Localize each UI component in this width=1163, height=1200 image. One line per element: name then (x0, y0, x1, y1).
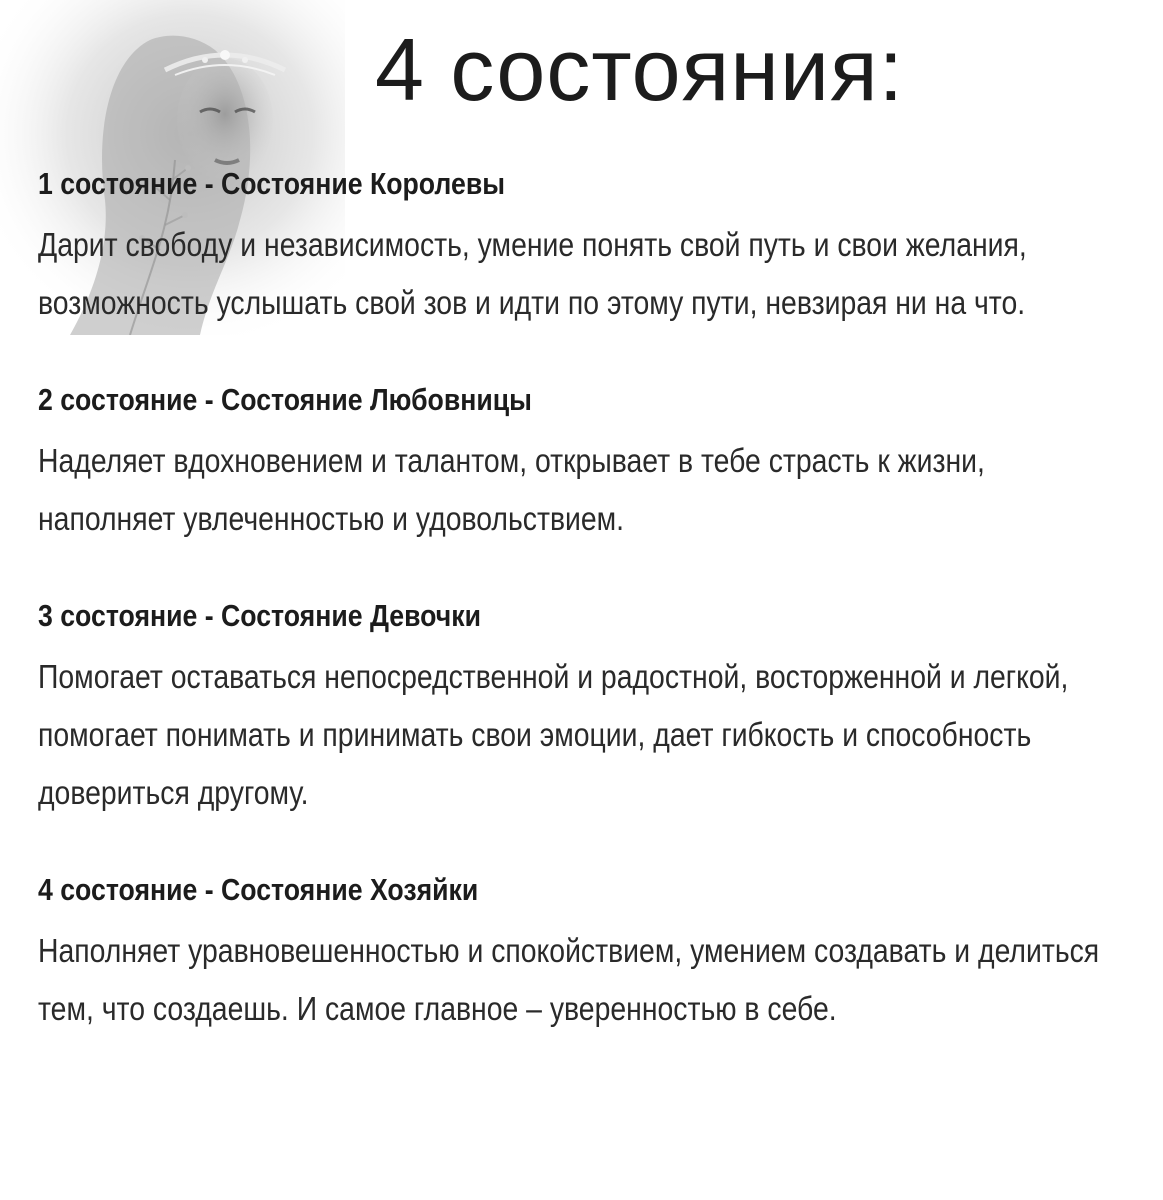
state-item-queen (38, 162, 1138, 332)
state-description: Наделяет вдохновением и талантом, открывает в тебе страсть к жизни, наполняет увлеченностью и удовольствием. (38, 442, 985, 537)
state-heading: 1 состояние - Состояние Королевы (38, 166, 505, 201)
state-description: Наполняет уравновешенностью и спокойствием, умением создавать и делиться тем, что создаешь. И самое главное – уверенностью в себе. (38, 932, 1100, 1027)
states-list (38, 162, 1138, 1084)
page-title: 4 состояния: (375, 20, 905, 119)
state-item-girl (38, 594, 1138, 822)
state-item-mistress (38, 868, 1138, 1038)
state-description: Помогает оставаться непосредственной и радостной, восторженной и легкой, помогает понимать и принимать свои эмоции, дает гибкость и способность довериться другому. (38, 658, 1069, 811)
state-description: Дарит свободу и независимость, умение понять свой путь и свои желания, возможность услышать свой зов и идти по этому пути, невзирая ни на что. (38, 226, 1027, 321)
state-item-lover (38, 378, 1138, 548)
state-heading: 4 состояние - Состояние Хозяйки (38, 872, 479, 907)
state-heading: 2 состояние - Состояние Любовницы (38, 382, 532, 417)
state-heading: 3 состояние - Состояние Девочки (38, 598, 481, 633)
